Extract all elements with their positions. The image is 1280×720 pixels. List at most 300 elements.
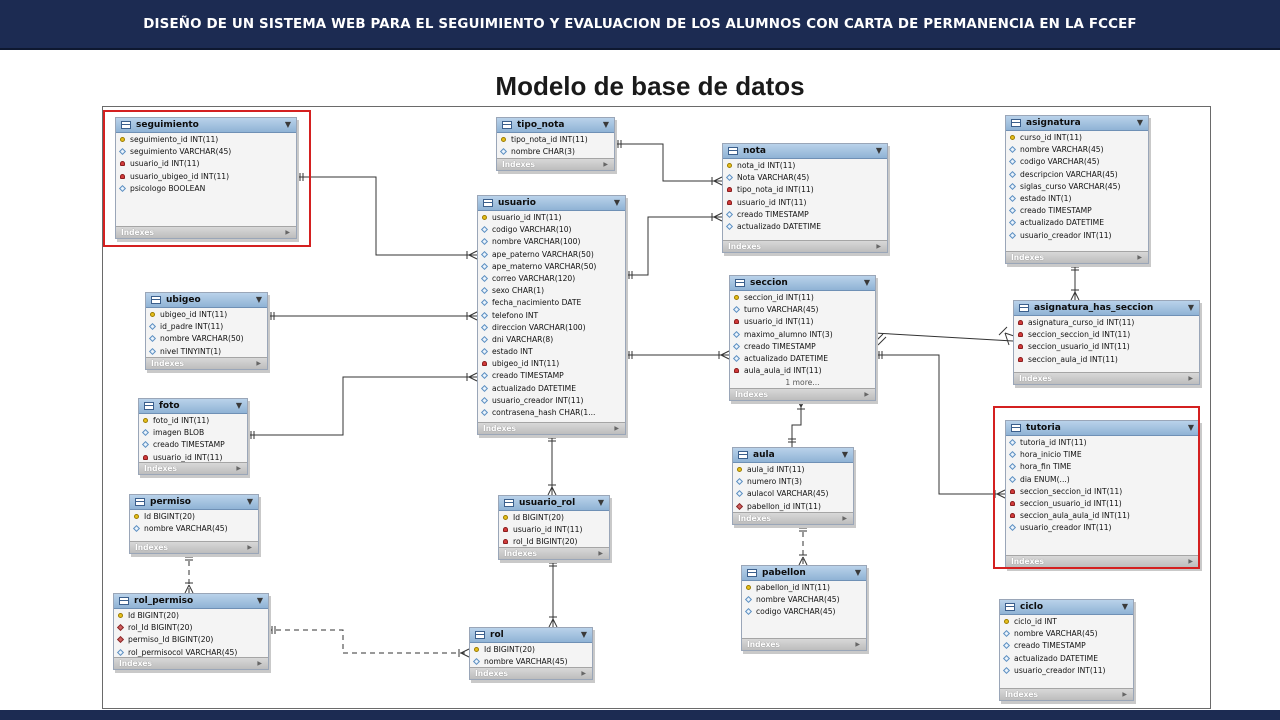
indexes-bar[interactable]: [497, 158, 614, 170]
table-header[interactable]: [1006, 116, 1148, 131]
table-usuario-rol[interactable]: [498, 495, 610, 560]
column-row[interactable]: [1000, 616, 1133, 628]
table-aula[interactable]: [732, 447, 854, 525]
indexes-bar[interactable]: [499, 547, 609, 559]
many-marker: [1071, 292, 1075, 300]
table-seccion[interactable]: [729, 275, 876, 401]
column-row[interactable]: [146, 346, 267, 358]
table-icon: [1011, 424, 1021, 432]
column-label: ubigeo_id INT(11): [492, 359, 560, 369]
table-asignatura[interactable]: [1005, 115, 1149, 264]
table-asignatura-has-seccion[interactable]: [1013, 300, 1200, 385]
column-row[interactable]: [730, 329, 875, 341]
expand-arrow-icon[interactable]: ▶: [1188, 558, 1193, 565]
column-diamond-icon: [481, 238, 488, 245]
column-row[interactable]: [478, 261, 625, 273]
column-label: seccion_usuario_id INT(11): [1028, 342, 1130, 352]
column-list: [478, 211, 625, 419]
column-row[interactable]: [1006, 230, 1148, 242]
table-header[interactable]: [499, 496, 609, 511]
column-diamond-icon: [1009, 476, 1016, 483]
column-row[interactable]: [1014, 317, 1199, 329]
collapse-arrow-icon[interactable]: ▼: [854, 568, 861, 577]
column-label: nota_id INT(11): [737, 161, 796, 170]
table-name: asignatura_has_seccion: [1034, 303, 1154, 313]
column-row[interactable]: [478, 297, 625, 309]
column-row[interactable]: [478, 383, 625, 395]
primary-key-icon: [120, 137, 125, 142]
expand-arrow-icon[interactable]: ▶: [842, 515, 847, 522]
column-label: maximo_alumno INT(3): [744, 329, 833, 339]
table-foto[interactable]: [138, 398, 248, 475]
column-row[interactable]: [730, 353, 875, 365]
expand-arrow-icon[interactable]: ▶: [1122, 691, 1127, 698]
column-row[interactable]: [1006, 132, 1148, 144]
relationship-foto-usuario[interactable]: [246, 377, 477, 435]
column-diamond-icon: [481, 275, 488, 282]
column-label: rol_Id BIGINT(20): [128, 623, 193, 633]
column-row[interactable]: [1000, 628, 1133, 640]
indexes-bar[interactable]: [1006, 555, 1199, 567]
column-row[interactable]: [1000, 665, 1133, 677]
column-row[interactable]: [478, 346, 625, 358]
table-tipo-nota[interactable]: [496, 117, 615, 171]
foreign-key-icon: [143, 455, 148, 460]
many-marker: [999, 327, 1007, 335]
column-row[interactable]: [733, 488, 853, 500]
column-label: ubigeo_id INT(11): [160, 310, 228, 319]
column-label: usuario_id INT(11): [744, 317, 814, 327]
column-label: asignatura_curso_id INT(11): [1028, 318, 1135, 327]
expand-arrow-icon[interactable]: ▶: [285, 229, 290, 236]
table-tutoria[interactable]: [1005, 420, 1200, 568]
column-diamond-icon: [481, 299, 488, 306]
column-row[interactable]: [478, 334, 625, 346]
expand-arrow-icon[interactable]: ▶: [603, 161, 608, 168]
column-row[interactable]: [499, 512, 609, 524]
relationship-usuario-nota[interactable]: [624, 217, 722, 275]
expand-arrow-icon[interactable]: ▶: [864, 391, 869, 398]
column-label: seccion_seccion_id INT(11): [1028, 330, 1131, 340]
primary-key-icon: [503, 515, 508, 520]
foreign-key-icon: [727, 200, 732, 205]
column-diamond-icon: [481, 324, 488, 331]
table-header[interactable]: [497, 118, 614, 133]
column-row[interactable]: [742, 582, 866, 594]
column-row[interactable]: [478, 224, 625, 236]
foreign-key-icon: [503, 527, 508, 532]
top-banner: [0, 0, 1280, 50]
table-header[interactable]: [723, 144, 887, 159]
column-row[interactable]: [146, 321, 267, 333]
table-icon: [135, 498, 145, 506]
expand-arrow-icon[interactable]: ▶: [581, 670, 586, 677]
indexes-bar[interactable]: [1000, 688, 1133, 700]
column-list: [1006, 131, 1148, 242]
collapse-arrow-icon[interactable]: ▼: [255, 295, 262, 304]
column-list: [114, 609, 268, 659]
column-label: foto_id INT(11): [153, 416, 210, 425]
collapse-arrow-icon[interactable]: ▼: [1187, 423, 1194, 432]
many-marker: [461, 653, 469, 657]
column-label: curso_id INT(11): [1020, 133, 1082, 142]
column-row[interactable]: [116, 183, 296, 195]
table-name: nota: [743, 146, 766, 156]
column-row[interactable]: [723, 184, 887, 196]
relationship-seguimiento-usuario[interactable]: [295, 177, 477, 255]
indexes-bar[interactable]: [733, 512, 853, 524]
indexes-label: Indexes: [747, 640, 780, 649]
column-row[interactable]: [497, 146, 614, 158]
expand-arrow-icon[interactable]: ▶: [855, 641, 860, 648]
primary-key-icon: [734, 295, 739, 300]
column-label: actualizado DATETIME: [737, 221, 821, 231]
column-diamond-icon: [149, 348, 156, 355]
relationship-aula-seccion[interactable]: [792, 399, 801, 447]
column-row[interactable]: [116, 158, 296, 170]
column-row[interactable]: [499, 524, 609, 536]
column-label: creado TIMESTAMP: [1014, 641, 1086, 651]
column-list: [723, 159, 887, 233]
column-label: seccion_seccion_id INT(11): [1020, 486, 1123, 496]
table-ciclo[interactable]: [999, 599, 1134, 701]
collapse-arrow-icon[interactable]: ▼: [597, 498, 604, 507]
relationship-seccion-tutoria[interactable]: [874, 355, 1005, 494]
table-icon: [151, 296, 161, 304]
foreign-key-icon: [1018, 344, 1023, 349]
column-diamond-icon: [481, 397, 488, 404]
column-row[interactable]: [733, 464, 853, 476]
column-diamond-icon: [1003, 655, 1010, 662]
column-row[interactable]: [139, 415, 247, 427]
table-name: ubigeo: [166, 295, 201, 305]
table-icon: [475, 631, 485, 639]
column-row[interactable]: [478, 236, 625, 248]
expand-arrow-icon[interactable]: ▶: [598, 550, 603, 557]
column-row[interactable]: [1000, 640, 1133, 652]
footer-bar: [0, 710, 1280, 720]
collapse-arrow-icon[interactable]: ▼: [875, 146, 882, 155]
table-header[interactable]: [478, 196, 625, 211]
column-list: [733, 463, 853, 513]
primary-key-icon: [143, 418, 148, 423]
column-label: hora_inicio TIME: [1020, 450, 1082, 460]
column-row[interactable]: [139, 439, 247, 451]
column-list: [1014, 316, 1199, 366]
collapse-arrow-icon[interactable]: ▼: [613, 198, 620, 207]
column-label: seguimiento_id INT(11): [130, 135, 219, 144]
column-diamond-icon: [726, 223, 733, 230]
column-row[interactable]: [733, 476, 853, 488]
primary-key-icon: [482, 215, 487, 220]
table-icon: [121, 121, 131, 129]
collapse-arrow-icon[interactable]: ▼: [841, 450, 848, 459]
column-label: usuario_id INT(11): [737, 197, 807, 207]
column-row[interactable]: [1006, 193, 1148, 205]
column-row[interactable]: [723, 209, 887, 221]
column-diamond-icon: [1003, 667, 1010, 674]
collapse-arrow-icon[interactable]: ▼: [256, 596, 263, 605]
column-label: imagen BLOB: [153, 428, 205, 438]
column-label: seccion_usuario_id INT(11): [1020, 498, 1122, 508]
column-row[interactable]: [1014, 341, 1199, 353]
relationship-tipo-nota-nota[interactable]: [613, 144, 722, 181]
table-header[interactable]: [1000, 600, 1133, 615]
column-row[interactable]: [1006, 169, 1148, 181]
column-row[interactable]: [730, 316, 875, 328]
table-header[interactable]: [733, 448, 853, 463]
indexes-bar[interactable]: [478, 422, 625, 434]
collapse-arrow-icon[interactable]: ▼: [602, 120, 609, 129]
expand-arrow-icon[interactable]: ▶: [876, 243, 881, 250]
column-row[interactable]: [114, 634, 268, 646]
collapse-arrow-icon[interactable]: ▼: [246, 497, 253, 506]
column-row[interactable]: [1006, 181, 1148, 193]
indexes-bar[interactable]: [723, 240, 887, 252]
column-label: nombre VARCHAR(50): [160, 334, 244, 344]
column-row[interactable]: [1006, 437, 1199, 449]
column-label: usuario_ubigeo_id INT(11): [130, 171, 230, 181]
indexes-bar[interactable]: [1014, 372, 1199, 384]
column-row[interactable]: [146, 309, 267, 321]
indexes-label: Indexes: [483, 424, 516, 433]
column-row[interactable]: [478, 407, 625, 419]
many-marker: [997, 494, 1005, 498]
table-nota[interactable]: [722, 143, 888, 253]
column-diamond-icon: [481, 251, 488, 258]
table-name: usuario: [498, 198, 536, 208]
column-row[interactable]: [1006, 217, 1148, 229]
expand-arrow-icon[interactable]: ▶: [247, 544, 252, 551]
column-label: tutoria_id INT(11): [1020, 438, 1087, 447]
column-row[interactable]: [139, 427, 247, 439]
primary-foreign-key-icon: [736, 503, 743, 510]
table-header[interactable]: [1014, 301, 1199, 316]
column-row[interactable]: [114, 622, 268, 634]
column-row[interactable]: [478, 249, 625, 261]
indexes-bar[interactable]: [470, 667, 592, 679]
expand-arrow-icon[interactable]: ▶: [1137, 254, 1142, 261]
column-row[interactable]: [730, 365, 875, 377]
column-list: [730, 291, 875, 390]
indexes-bar[interactable]: [116, 226, 296, 238]
column-row[interactable]: [116, 134, 296, 146]
table-rol-permiso[interactable]: [113, 593, 269, 670]
column-row[interactable]: [1006, 522, 1199, 534]
column-diamond-icon: [1009, 195, 1016, 202]
table-pabellon[interactable]: [741, 565, 867, 651]
relationship-rol-rol-permiso[interactable]: [267, 630, 469, 653]
foreign-key-icon: [120, 174, 125, 179]
many-marker: [714, 217, 722, 221]
collapse-arrow-icon[interactable]: ▼: [580, 630, 587, 639]
indexes-bar[interactable]: [742, 638, 866, 650]
column-row[interactable]: [730, 304, 875, 316]
column-row[interactable]: [478, 285, 625, 297]
primary-foreign-key-icon: [117, 636, 124, 643]
column-label: direccion VARCHAR(100): [492, 322, 586, 332]
table-header[interactable]: [742, 566, 866, 581]
column-diamond-icon: [1009, 219, 1016, 226]
column-row[interactable]: [1014, 354, 1199, 366]
collapse-arrow-icon[interactable]: ▼: [284, 120, 291, 129]
table-header[interactable]: [730, 276, 875, 291]
column-row[interactable]: [1006, 156, 1148, 168]
column-list: [139, 414, 247, 464]
more-columns-label[interactable]: 1 more...: [785, 378, 820, 388]
indexes-bar[interactable]: [730, 388, 875, 400]
column-row[interactable]: [733, 501, 853, 513]
expand-arrow-icon[interactable]: ▶: [1188, 375, 1193, 382]
column-label: psicologo BOOLEAN: [130, 183, 206, 193]
expand-arrow-icon[interactable]: ▶: [236, 465, 241, 472]
expand-arrow-icon[interactable]: ▶: [614, 425, 619, 432]
indexes-bar[interactable]: [130, 541, 258, 553]
collapse-arrow-icon[interactable]: ▼: [1187, 303, 1194, 312]
expand-arrow-icon[interactable]: ▶: [257, 660, 262, 667]
column-diamond-icon: [133, 525, 140, 532]
column-row[interactable]: [1006, 510, 1199, 522]
column-label: usuario_creador INT(11): [492, 395, 584, 405]
column-row[interactable]: [723, 172, 887, 184]
table-usuario[interactable]: [477, 195, 626, 435]
column-row[interactable]: [478, 273, 625, 285]
column-row[interactable]: [730, 341, 875, 353]
column-row[interactable]: [1006, 461, 1199, 473]
table-header[interactable]: [470, 628, 592, 643]
primary-foreign-key-icon: [117, 624, 124, 631]
column-label: tipo_nota_id INT(11): [511, 135, 588, 144]
indexes-bar[interactable]: [146, 357, 267, 369]
column-row[interactable]: [478, 370, 625, 382]
column-row[interactable]: [116, 171, 296, 183]
indexes-bar[interactable]: [139, 462, 247, 474]
collapse-arrow-icon[interactable]: ▼: [1136, 118, 1143, 127]
table-header[interactable]: [130, 495, 258, 510]
column-label: usuario_creador INT(11): [1020, 523, 1112, 533]
many-marker: [1005, 333, 1009, 345]
table-name: tipo_nota: [517, 120, 565, 130]
indexes-label: Indexes: [119, 659, 152, 668]
many-marker: [714, 213, 722, 217]
table-ubigeo[interactable]: [145, 292, 268, 370]
column-row[interactable]: [497, 134, 614, 146]
many-marker: [469, 316, 477, 320]
table-name: permiso: [150, 497, 191, 507]
column-diamond-icon: [726, 174, 733, 181]
column-row[interactable]: [730, 292, 875, 304]
column-row[interactable]: [1006, 205, 1148, 217]
column-row[interactable]: [1000, 653, 1133, 665]
column-row[interactable]: [742, 594, 866, 606]
column-label: aulacol VARCHAR(45): [747, 489, 829, 499]
column-row[interactable]: [1006, 498, 1199, 510]
collapse-arrow-icon[interactable]: ▼: [235, 401, 242, 410]
column-label: siglas_curso VARCHAR(45): [1020, 181, 1121, 191]
table-header[interactable]: [1006, 421, 1199, 436]
column-diamond-icon: [1003, 630, 1010, 637]
table-header[interactable]: [116, 118, 296, 133]
table-icon: [747, 569, 757, 577]
column-row[interactable]: [723, 221, 887, 233]
many-marker: [469, 373, 477, 377]
many-marker: [803, 557, 807, 565]
column-label: Id BIGINT(20): [144, 512, 195, 521]
expand-arrow-icon[interactable]: ▶: [256, 360, 261, 367]
column-list: [130, 510, 258, 535]
primary-key-icon: [1010, 135, 1015, 140]
column-list: [146, 308, 267, 358]
indexes-bar[interactable]: [1006, 251, 1148, 263]
column-row[interactable]: [742, 606, 866, 618]
column-row[interactable]: [1006, 486, 1199, 498]
foreign-key-icon: [1018, 332, 1023, 337]
column-row[interactable]: [130, 523, 258, 535]
column-row[interactable]: [478, 358, 625, 370]
column-row[interactable]: [478, 310, 625, 322]
table-name: foto: [159, 401, 180, 411]
table-name: ciclo: [1020, 602, 1044, 612]
indexes-label: Indexes: [1005, 690, 1038, 699]
table-seguimiento[interactable]: [115, 117, 297, 239]
table-name: seguimiento: [136, 120, 199, 130]
table-permiso[interactable]: [129, 494, 259, 554]
column-label: nivel TINYINT(1): [160, 346, 222, 356]
column-row[interactable]: [116, 146, 296, 158]
table-header[interactable]: [146, 293, 267, 308]
column-list: [116, 133, 296, 195]
column-diamond-icon: [1009, 146, 1016, 153]
column-row[interactable]: [478, 395, 625, 407]
column-row[interactable]: [723, 197, 887, 209]
column-row[interactable]: [478, 322, 625, 334]
relationship-seccion-asignatura-has-seccion[interactable]: [874, 333, 1013, 341]
column-diamond-icon: [1009, 451, 1016, 458]
column-diamond-icon: [736, 478, 743, 485]
column-label: fecha_nacimiento DATE: [492, 298, 582, 308]
column-row[interactable]: [1006, 144, 1148, 156]
column-label: ape_materno VARCHAR(50): [492, 261, 597, 271]
column-row[interactable]: [1006, 449, 1199, 461]
collapse-arrow-icon[interactable]: ▼: [1121, 602, 1128, 611]
primary-key-icon: [134, 514, 139, 519]
indexes-bar[interactable]: [114, 657, 268, 669]
collapse-arrow-icon[interactable]: ▼: [863, 278, 870, 287]
foreign-key-icon: [1010, 489, 1015, 494]
table-name: pabellon: [762, 568, 806, 578]
column-row[interactable]: [478, 212, 625, 224]
column-row[interactable]: [146, 333, 267, 345]
table-rol[interactable]: [469, 627, 593, 680]
many-marker: [185, 585, 189, 593]
table-name: tutoria: [1026, 423, 1061, 433]
table-header[interactable]: [114, 594, 268, 609]
column-label: nombre VARCHAR(100): [492, 237, 581, 247]
foreign-key-icon: [1010, 501, 1015, 506]
column-list: [499, 511, 609, 549]
column-row[interactable]: [723, 160, 887, 172]
indexes-label: Indexes: [121, 228, 154, 237]
foreign-key-icon: [1018, 320, 1023, 325]
table-header[interactable]: [139, 399, 247, 414]
column-row[interactable]: [470, 644, 592, 656]
column-diamond-icon: [481, 311, 488, 318]
column-row[interactable]: [1006, 474, 1199, 486]
column-diamond-icon: [1009, 231, 1016, 238]
column-row[interactable]: [130, 511, 258, 523]
column-row[interactable]: [114, 610, 268, 622]
column-row[interactable]: [1014, 329, 1199, 341]
